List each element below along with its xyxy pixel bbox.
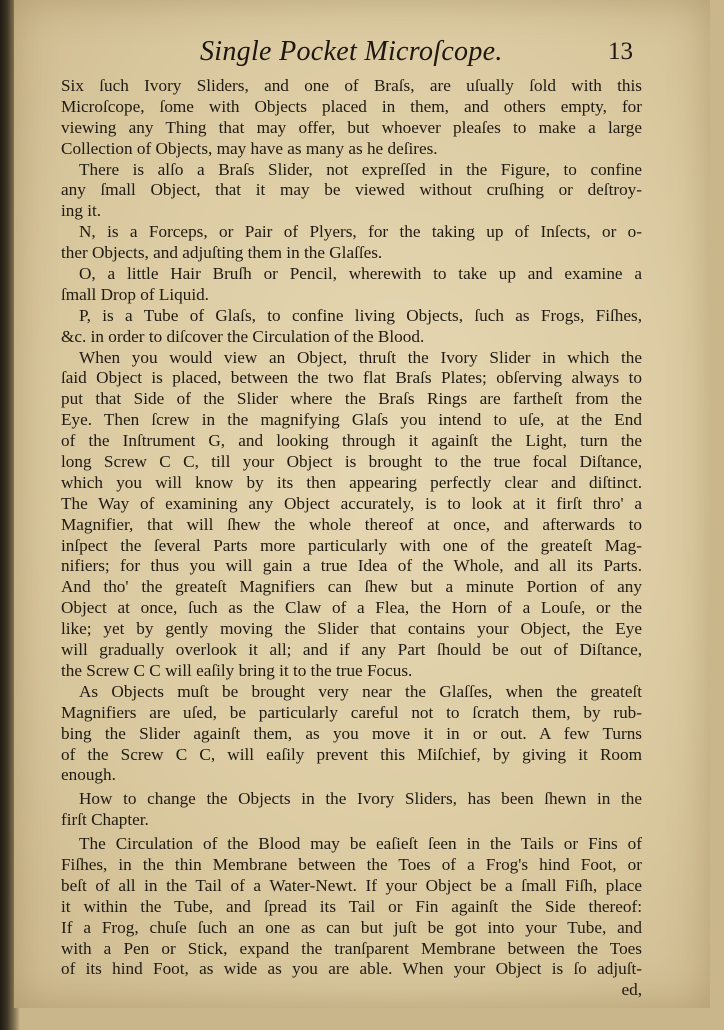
text-line: How to change the Objects in the Ivory Sliders, has been ſhewn in the	[79, 789, 642, 809]
text-line: There is alſo a Braſs Slider, not expreſſed in the Figure, to confine	[79, 159, 642, 179]
text-line: like; yet by gently moving the Slider that contains your Object, the Eye	[61, 619, 642, 639]
text-line: Microſcope, ſome with Objects placed in them, and others empty, for	[61, 96, 642, 116]
text-line: Collection of Objects, may have as many as he deſires.	[61, 138, 438, 158]
text-line: ther Objects, and adjuſting them in the Glaſſes.	[61, 243, 383, 263]
text-line: enough.	[61, 765, 116, 785]
book-page	[14, 0, 710, 1008]
text-line: Fiſhes, in the thin Membrane between the Toes of a Frog's hind Foot, or	[61, 854, 642, 874]
text-line: viewing any Thing that may offer, but whoever pleaſes to make a large	[61, 117, 642, 137]
text-line: any ſmall Object, that it may be viewed without cruſhing or deſtroy-	[61, 180, 642, 200]
text-line: If a Frog, chuſe ſuch an one as can but juſt be got into your Tube, and	[61, 917, 642, 937]
page-number: 13	[608, 38, 633, 65]
text-line: firſt Chapter.	[61, 810, 149, 830]
text-line: ſmall Drop of Liquid.	[61, 284, 209, 304]
body-text	[61, 76, 642, 1001]
text-line: it within the Tube, and ſpread its Tail or Fin againſt the Side thereof:	[61, 896, 642, 916]
text-line: Eye. Then ſcrew in the magnifying Glaſs you intend to uſe, at the End	[61, 410, 642, 430]
text-line: long Screw C C, till your Object is brought to the true focal Diſtance,	[61, 452, 642, 472]
text-line: of the Inſtrument G, and looking through it againſt the Light, turn the	[61, 431, 642, 451]
text-line: put that Side of the Slider where the Braſs Rings are fartheſt from the	[61, 389, 642, 409]
text-line: bing the Slider againſt them, as you move it in or out. A few Turns	[61, 723, 642, 743]
text-line: the Screw C C will eaſily bring it to the true Focus.	[61, 660, 413, 680]
text-line: of its hind Foot, as wide as you are able. When your Object is ſo adjuſt-	[61, 959, 642, 979]
text-line: will gradually overlook it all; and if any Part ſhould be out of Diſtance,	[61, 640, 642, 660]
text-line: ing it.	[61, 201, 102, 221]
text-line: The Circulation of the Blood may be eaſieſt ſeen in the Tails or Fins of	[79, 834, 642, 854]
text-line: N, is a Forceps, or Pair of Plyers, for the taking up of Inſects, or o-	[79, 222, 642, 242]
text-line: When you would view an Object, thruſt the Ivory Slider in which the	[79, 347, 642, 367]
text-line: which you will know by its then appearing perfectly clear and diſtinct.	[61, 472, 642, 492]
text-line: Six ſuch Ivory Sliders, and one of Braſs, are uſually ſold with this	[61, 76, 642, 95]
text-line: nifiers; for thus you will gain a true Idea of the Whole, and all its Parts.	[61, 556, 642, 576]
text-line: Magnifiers are uſed, be particularly careful not to ſcratch them, by rub-	[61, 702, 642, 722]
text-line: &c. in order to diſcover the Circulation of the Blood.	[61, 326, 425, 346]
text-line: O, a little Hair Bruſh or Pencil, wherewith to take up and examine a	[79, 264, 642, 284]
text-line: with a Pen or Stick, expand the tranſparent Membrane between the Toes	[61, 938, 642, 958]
text-line: The Way of examining any Object accurately, is to look at it firſt thro' a	[61, 493, 642, 513]
text-line: inſpect the ſeveral Parts more particularly with one of the greateſt Mag-	[61, 535, 642, 555]
catchword: ed,	[621, 980, 642, 1000]
text-line: ſaid Object is placed, between the two flat Braſs Plates; obſerving always to	[61, 368, 642, 388]
text-line: And tho' the greateſt Magnifiers can ſhew but a minute Portion of any	[61, 577, 642, 597]
text-line: Object at once, ſuch as the Claw of a Flea, the Horn of a Louſe, or the	[61, 598, 642, 618]
text-line: beſt of all in the Tail of a Water-Newt. If your Object be a ſmall Fiſh, place	[61, 875, 642, 895]
text-line: of the Screw C C, will eaſily prevent this Miſchief, by giving it Room	[61, 744, 642, 764]
page-header	[14, 36, 710, 76]
text-line: As Objects muſt be brought very near the Glaſſes, when the greateſt	[79, 681, 642, 701]
text-line: Magnifier, that will ſhew the whole thereof at once, and afterwards to	[61, 514, 642, 534]
text-line: P, is a Tube of Glaſs, to confine living Objects, ſuch as Frogs, Fiſhes,	[79, 305, 642, 325]
running-title: Single Pocket Microſcope.	[200, 36, 503, 67]
